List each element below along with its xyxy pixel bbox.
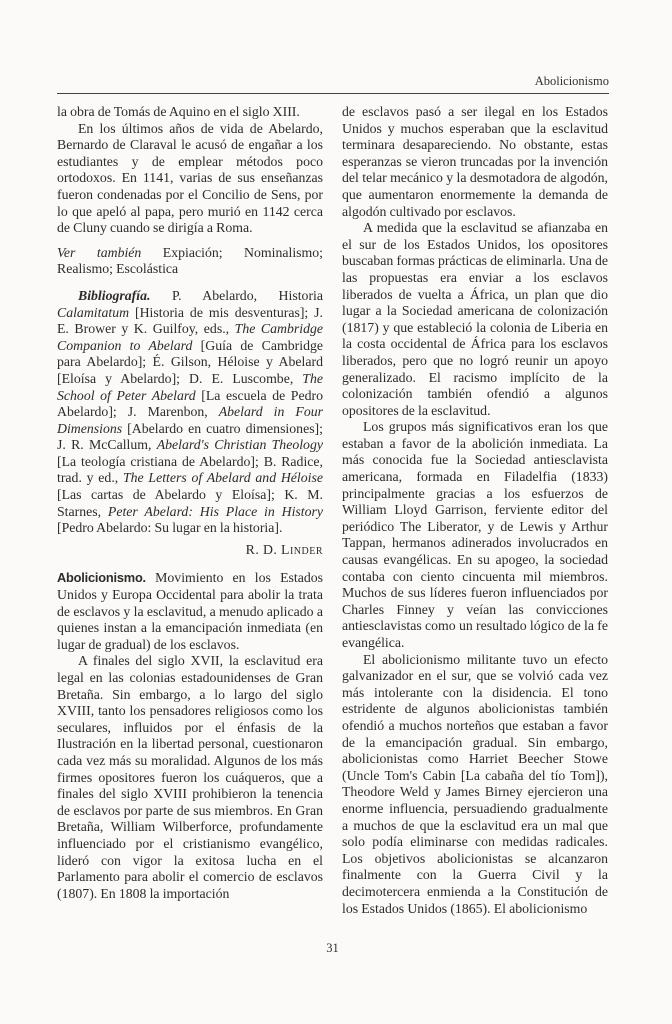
paragraph-body	[57, 121, 323, 237]
text-run: Bibliografía.	[78, 287, 151, 303]
text-run: [La escuela de Pedro Abelardo]; J. Marenbon,	[57, 387, 323, 420]
paragraph-body	[342, 419, 608, 651]
paragraph-see_also	[57, 245, 323, 278]
paragraph-body	[342, 104, 608, 220]
text-run: Ver también	[57, 244, 142, 260]
text-run: The Cambridge Companion to Abelard	[57, 321, 323, 353]
paragraph-body	[57, 104, 323, 121]
text-block	[57, 104, 609, 917]
paragraph-attribution	[57, 542, 323, 559]
text-run: de esclavos pasó a ser ilegal en los Estados Unidos y muchos esperaban que la esclavitud terminara desapareciendo. No obstante, estas esperanzas se vieron truncadas por la invención del telar mecánico y la desmotadora de algodón, que aumentaron enormemente la demanda de algodón cultivado por esclavos.	[342, 104, 608, 219]
text-run: [Historia de mis desventuras]; J. E. Brower y K. Guilfoy, eds.,	[57, 304, 323, 337]
text-run: [La teología cristiana de Abelardo]; B. Radice, trad. y ed.,	[57, 453, 323, 486]
text-run: la obra de Tomás de Aquino en el siglo XIII.	[57, 104, 300, 119]
text-run: The School of Peter Abelard	[57, 370, 323, 403]
text-run: El abolicionismo militante tuvo un efecto galvanizador en el sur, que se volvió cada vez más intolerante con la disidencia. El tono estridente de algunos abolicionistas también ofendió a muchos norteños que estaban a favor de la emancipación gradual. Sin embargo, abolicionistas como Harriet Beecher Stowe (Uncle Tom's Cabin [La cabaña del tío Tom]), Theodore Weld y James Birney ejercieron una enorme influencia, persuadiendo gradualmente a muchos de que la esclavitud era un mal que solo podía eliminarse con medidas radicales. Los objetivos abolicionistas se alcanzaron finalmente con la Guerra Civil y la decimotercera enmienda a la Constitución de los Estados Unidos (1865). El abolicionismo	[342, 651, 608, 916]
text-run: [Guía de Cambridge para Abelardo]; É. Gilson, Héloise y Abelard [Eloísa y Abelardo]; D. E. Luscombe,	[57, 337, 323, 386]
text-run: Calamitatum	[57, 304, 130, 320]
page-number: 31	[326, 941, 339, 955]
text-run: [Las cartas de Abelardo y Eloísa]; K. M. Starnes,	[57, 487, 323, 519]
text-run: Abelard's Christian Theology	[156, 437, 323, 453]
text-run: [Pedro Abelardo: Su lugar en la historia].	[57, 520, 283, 536]
running-header: Abolicionismo	[534, 74, 609, 88]
text-run: Movimiento en los Estados Unidos y Europa Occidental para abolir la trata de esclavos y la esclavitud, a menudo aplicado a quienes instan a la emancipación inmediata (en lugar de gradual) de los esclavos.	[57, 570, 323, 652]
text-run: A medida que la esclavitud se afianzaba en el sur de los Estados Unidos, los opositores buscaban formas prácticas de eliminarla. Una de las propuestas era enviar a los esclavos liberados de vuelta a África, un plan que dio lugar a la Sociedad americana de colonización (1817) y que estableció la colonia de Liberia en la costa occidental de África para los esclavos liberados, pero que no logró reunir un apoyo generalizado. El racismo implícito de la colonización también ofendió a algunos opositores de la esclavitud.	[342, 220, 608, 418]
paragraph-body	[57, 653, 323, 902]
paragraph-body	[342, 652, 608, 918]
text-run: [Abelardo en cuatro dimensiones]; J. R. McCallum,	[57, 420, 323, 453]
text-run: Peter Abelard: His Place in History	[107, 503, 323, 519]
paragraph-bibliography	[57, 288, 323, 537]
text-run: Expiación; Nominalismo; Realismo; Escolástica	[57, 244, 323, 277]
right-column	[342, 104, 608, 917]
paragraph-body	[342, 220, 608, 419]
paragraph-entry	[57, 570, 323, 653]
text-run: A finales del siglo XVII, la esclavitud era legal en las colonias estadounidenses de Gran Bretaña. Sin embargo, a lo largo del siglo XVIII, tanto los pensadores religiosos como los seculares, influidos por el énfasis de la Ilustración en la libertad personal, cuestionaron cada vez más su moralidad. Algunos de los más firmes opositores fueron los cuáqueros, que a finales del siglo XVIII prohibieron la tenencia de esclavos por parte de sus miembros. En Gran Bretaña, William Wilberforce, profundamente influenciado por el cristianismo evangélico, lideró con vigor la exitosa lucha en el Parlamento para abolir el comercio de esclavos (1807). En 1808 la importación	[57, 653, 323, 901]
text-run: P. Abelardo, Historia	[150, 287, 323, 303]
text-run: Los grupos más significativos eran los que estaban a favor de la abolición inmediata. La más conocida fue la Sociedad antiesclavista americana, formada en Filadelfia (1833) principalmente gracias a los esfuerzos de William Lloyd Garrison, ferviente editor del periódico The Liberator, y de Lewis y Arthur Tappan, hermanos adinerados involucrados en causas evangélicas. En su apogeo, la sociedad contaba con ciento cincuenta mil miembros. Muchos de sus líderes fueron influenciados por Charles Finney y veían las convicciones antiesclavistas como un resultado lógico de la fe evangélica.	[342, 419, 608, 650]
left-column	[57, 104, 323, 917]
text-run: R. D. Linder	[245, 541, 323, 557]
text-run: The Letters of Abelard and Héloise	[122, 470, 323, 486]
header-rule	[57, 93, 609, 94]
entry-term: Abolicionismo.	[57, 570, 146, 586]
text-run: En los últimos años de vida de Abelardo, Bernardo de Claraval le acusó de engañar a los estudiantes y de emplear métodos poco ortodoxos. En 1141, varias de sus enseñanzas fueron condenadas por el Concilio de Sens, por lo que apeló al papa, pero murió en 1142 cerca de Cluny cuando se dirigía a Roma.	[57, 120, 323, 236]
text-run: Abelard in Four Dimensions	[57, 404, 323, 436]
